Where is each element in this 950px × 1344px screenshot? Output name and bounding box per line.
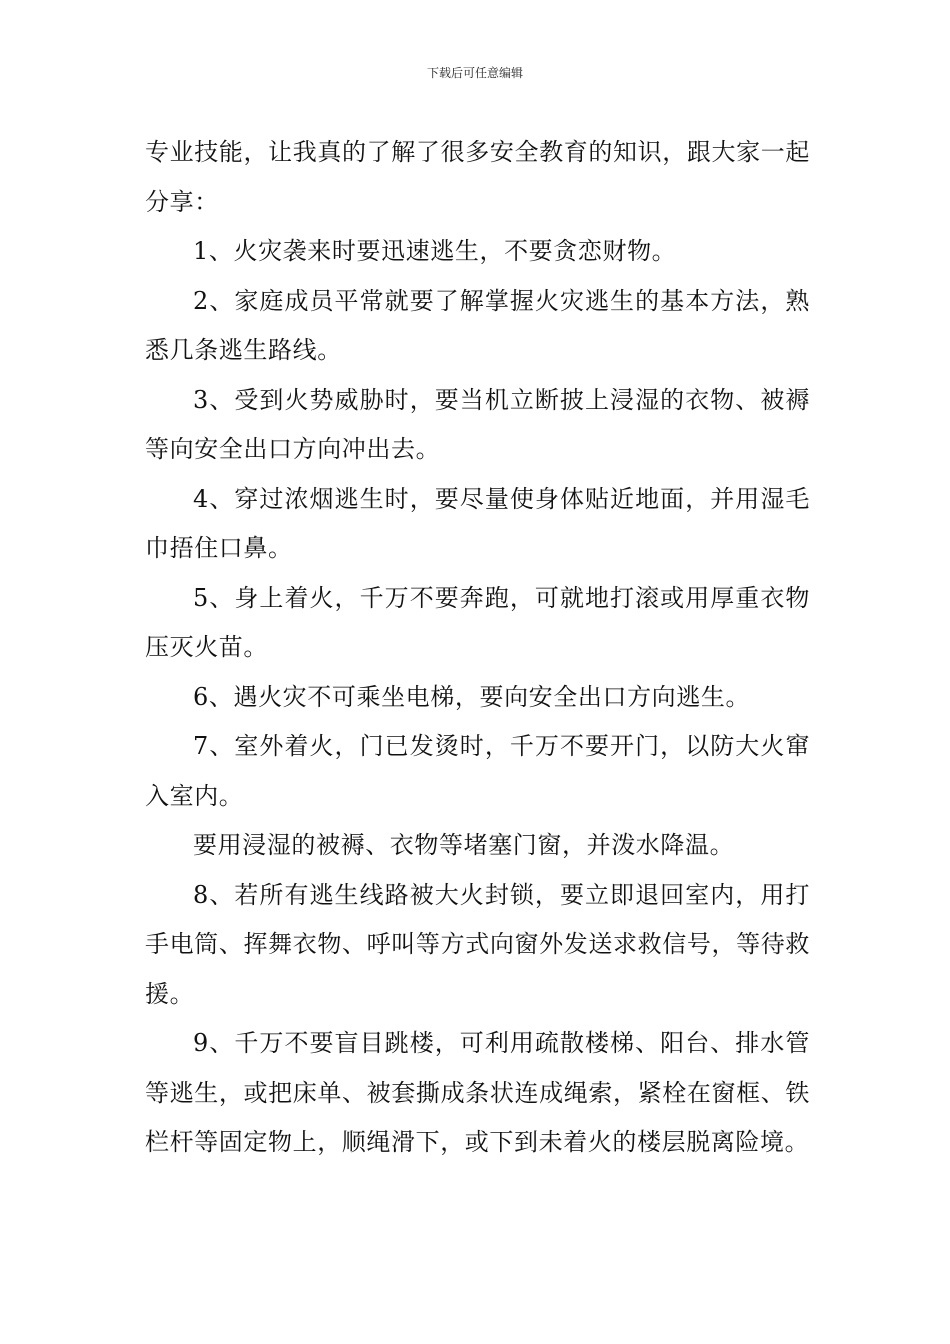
paragraph-intro: 专业技能，让我真的了解了很多安全教育的知识，跟大家一起分享： [145,138,810,216]
paragraph-item-5: 5、身上着火，千万不要奔跑，可就地打滚或用厚重衣物压灭火苗。 [145,583,810,661]
paragraph-item-7: 7、室外着火，门已发烫时，千万不要开门，以防大火窜入室内。 [145,732,810,810]
paragraph-item-7-continued: 要用浸湿的被褥、衣物等堵塞门窗，并泼水降温。 [193,831,735,859]
document-body [145,128,810,1168]
paragraph-item-6: 6、遇火灾不可乘坐电梯，要向安全出口方向逃生。 [193,682,751,711]
page-header-note: 下载后可任意编辑 [426,66,523,80]
paragraph-item-2: 2、家庭成员平常就要了解掌握火灾逃生的基本方法，熟悉几条逃生路线。 [145,286,810,364]
paragraph-item-1: 1、火灾袭来时要迅速逃生，不要贪恋财物。 [193,237,677,265]
paragraph-item-8: 8、若所有逃生线路被大火封锁，要立即退回室内，用打手电筒、挥舞衣物、呼叫等方式向窗外发送求救信号，等待救援。 [145,880,810,1008]
paragraph-item-3: 3、受到火势威胁时，要当机立断披上浸湿的衣物、被褥等向安全出口方向冲出去。 [145,385,810,463]
paragraph-item-9: 9、千万不要盲目跳楼，可利用疏散楼梯、阳台、排水管等逃生，或把床单、被套撕成条状连成绳索，紧栓在窗框、铁栏杆等固定物上，顺绳滑下，或下到未着火的楼层脱离险境。 [145,1029,810,1156]
paragraph-item-4: 4、穿过浓烟逃生时，要尽量使身体贴近地面，并用湿毛巾捂住口鼻。 [145,484,810,562]
